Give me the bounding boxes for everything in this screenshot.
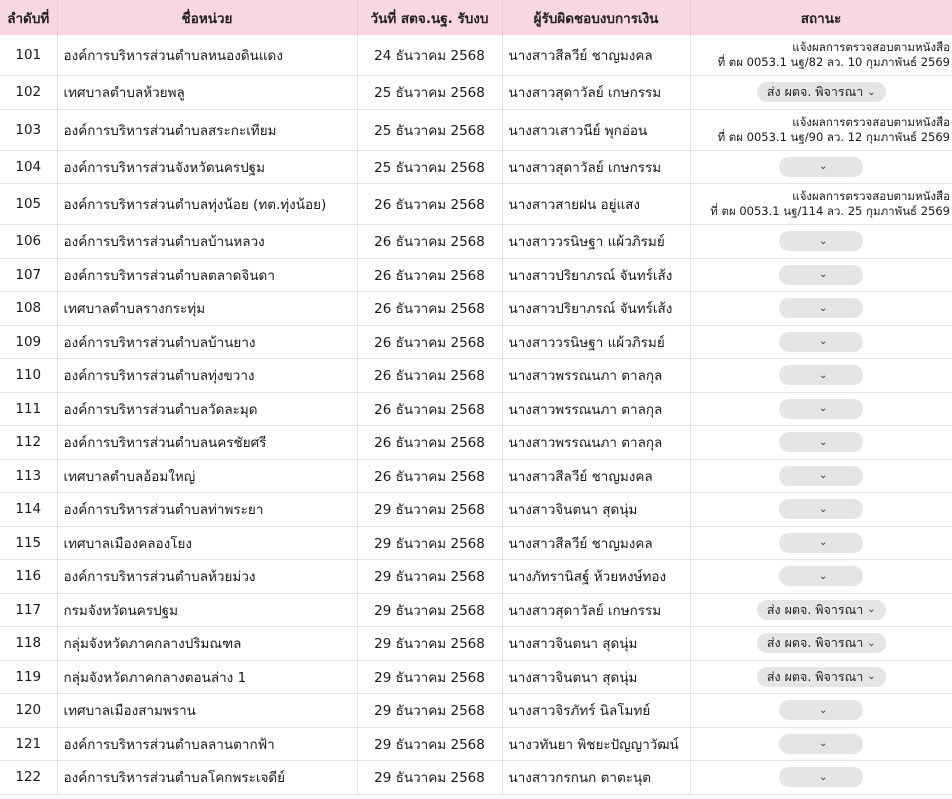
received-date: 29 ธันวาคม 2568	[357, 493, 502, 527]
chevron-down-icon: ⌄	[819, 738, 828, 750]
status-dropdown[interactable]	[779, 466, 863, 486]
status-dropdown-label: ส่ง ผตจ. พิจารณา	[766, 84, 864, 100]
status-dropdown[interactable]	[779, 157, 863, 177]
table-row	[0, 225, 952, 259]
status-dropdown[interactable]	[779, 399, 863, 419]
table-row	[0, 184, 952, 225]
received-date: 29 ธันวาคม 2568	[357, 560, 502, 594]
row-number: 110	[0, 359, 57, 393]
row-number: 118	[0, 627, 57, 661]
status-note	[691, 115, 952, 145]
status-dropdown[interactable]	[779, 432, 863, 452]
row-number: 111	[0, 392, 57, 426]
table-row	[0, 727, 952, 761]
unit-name: เทศบาลเมืองสามพราน	[57, 694, 357, 728]
row-number: 119	[0, 660, 57, 694]
row-number: 115	[0, 526, 57, 560]
row-number: 103	[0, 109, 57, 150]
chevron-down-icon: ⌄	[819, 436, 828, 448]
responsible-person: นางสาวกรกนก ตาตะนุต	[502, 761, 690, 795]
row-number: 101	[0, 35, 57, 76]
responsible-person: นางวทันยา พิชยะปัญญาวัฒน์	[502, 727, 690, 761]
status-note	[691, 40, 952, 70]
unit-name: องค์การบริหารส่วนตำบลลานตากฟ้า	[57, 727, 357, 761]
responsible-person: นางสาวจินตนา สุดนุ่ม	[502, 660, 690, 694]
received-date: 29 ธันวาคม 2568	[357, 660, 502, 694]
table-row	[0, 459, 952, 493]
received-date: 26 ธันวาคม 2568	[357, 292, 502, 326]
table-row	[0, 761, 952, 795]
table-row	[0, 593, 952, 627]
col-header-date: วันที่ สตจ.นฐ. รับงบ	[357, 0, 502, 35]
table-row	[0, 694, 952, 728]
table-row	[0, 560, 952, 594]
table-row	[0, 150, 952, 184]
status-dropdown[interactable]	[779, 533, 863, 553]
status-cell	[690, 325, 952, 359]
status-cell	[690, 150, 952, 184]
received-date: 26 ธันวาคม 2568	[357, 392, 502, 426]
table-row	[0, 258, 952, 292]
responsible-person: นางสาวจินตนา สุดนุ่ม	[502, 493, 690, 527]
status-dropdown[interactable]	[757, 633, 886, 653]
status-cell	[690, 109, 952, 150]
status-cell	[690, 184, 952, 225]
responsible-person: นางสาวสายฝน อยู่แสง	[502, 184, 690, 225]
received-date: 26 ธันวาคม 2568	[357, 426, 502, 460]
row-number: 106	[0, 225, 57, 259]
table-row	[0, 325, 952, 359]
status-cell	[690, 694, 952, 728]
status-dropdown[interactable]	[757, 600, 886, 620]
chevron-down-icon: ⌄	[819, 403, 828, 415]
unit-name: เทศบาลตำบลห้วยพลู	[57, 76, 357, 110]
status-dropdown[interactable]	[779, 767, 863, 787]
status-cell	[690, 76, 952, 110]
status-dropdown-label: ส่ง ผตจ. พิจารณา	[766, 635, 864, 651]
status-dropdown[interactable]	[779, 298, 863, 318]
unit-name: กลุ่มจังหวัดภาคกลางตอนล่าง 1	[57, 660, 357, 694]
chevron-down-icon: ⌄	[819, 161, 828, 173]
chevron-down-icon: ⌄	[867, 671, 876, 683]
received-date: 29 ธันวาคม 2568	[357, 694, 502, 728]
received-date: 26 ธันวาคม 2568	[357, 459, 502, 493]
unit-name: องค์การบริหารส่วนตำบลบ้านยาง	[57, 325, 357, 359]
unit-name: องค์การบริหารส่วนตำบลทุ่งน้อย (ทต.ทุ่งน้อย)	[57, 184, 357, 225]
status-dropdown[interactable]	[779, 499, 863, 519]
received-date: 29 ธันวาคม 2568	[357, 761, 502, 795]
status-cell	[690, 660, 952, 694]
received-date: 26 ธันวาคม 2568	[357, 258, 502, 292]
status-cell	[690, 459, 952, 493]
chevron-down-icon: ⌄	[819, 503, 828, 515]
chevron-down-icon: ⌄	[867, 604, 876, 616]
status-dropdown[interactable]	[779, 265, 863, 285]
responsible-person: นางสาวสุดาวัลย์ เกษกรรม	[502, 76, 690, 110]
received-date: 26 ธันวาคม 2568	[357, 325, 502, 359]
status-note-line2: ที่ ตผ 0053.1 นฐ/114 ลว. 25 กุมภาพันธ์ 2569	[710, 204, 950, 218]
status-dropdown[interactable]	[779, 700, 863, 720]
chevron-down-icon: ⌄	[819, 470, 828, 482]
row-number: 107	[0, 258, 57, 292]
status-cell	[690, 526, 952, 560]
received-date: 25 ธันวาคม 2568	[357, 150, 502, 184]
row-number: 121	[0, 727, 57, 761]
status-dropdown[interactable]	[779, 332, 863, 352]
responsible-person: นางสาวสีลวีย์ ชาญมงคล	[502, 459, 690, 493]
unit-name: เทศบาลเมืองคลองโยง	[57, 526, 357, 560]
received-date: 24 ธันวาคม 2568	[357, 35, 502, 76]
table-row	[0, 292, 952, 326]
table-row	[0, 35, 952, 76]
status-cell	[690, 727, 952, 761]
col-header-status: สถานะ	[690, 0, 952, 35]
unit-name: องค์การบริหารส่วนตำบลห้วยม่วง	[57, 560, 357, 594]
status-dropdown[interactable]	[779, 566, 863, 586]
status-note-line1: แจ้งผลการตรวจสอบตามหนังสือ	[792, 40, 950, 54]
status-cell	[690, 593, 952, 627]
table-row	[0, 392, 952, 426]
status-dropdown[interactable]	[779, 734, 863, 754]
row-number: 122	[0, 761, 57, 795]
row-number: 104	[0, 150, 57, 184]
status-note-line2: ที่ ตผ 0053.1 นฐ/90 ลว. 12 กุมภาพันธ์ 2569	[717, 129, 950, 144]
chevron-down-icon: ⌄	[867, 86, 876, 98]
status-cell	[690, 359, 952, 393]
status-cell	[690, 627, 952, 661]
responsible-person: นางสาวสุดาวัลย์ เกษกรรม	[502, 150, 690, 184]
chevron-down-icon: ⌄	[819, 369, 828, 381]
chevron-down-icon: ⌄	[819, 771, 828, 783]
responsible-person: นางสาวสีลวีย์ ชาญมงคล	[502, 526, 690, 560]
chevron-down-icon: ⌄	[819, 302, 828, 314]
chevron-down-icon: ⌄	[819, 570, 828, 582]
status-dropdown[interactable]	[779, 365, 863, 385]
status-dropdown-label: ส่ง ผตจ. พิจารณา	[766, 601, 864, 617]
row-number: 120	[0, 694, 57, 728]
status-dropdown[interactable]	[757, 82, 886, 102]
responsible-person: นางสาวพรรณนภา ตาลกุล	[502, 392, 690, 426]
row-number: 113	[0, 459, 57, 493]
unit-name: เทศบาลตำบลรางกระทุ่ม	[57, 292, 357, 326]
responsible-person: นางสาวสุดาวัลย์ เกษกรรม	[502, 593, 690, 627]
status-cell	[690, 560, 952, 594]
received-date: 29 ธันวาคม 2568	[357, 727, 502, 761]
received-date: 29 ธันวาคม 2568	[357, 627, 502, 661]
row-number: 117	[0, 593, 57, 627]
table-row	[0, 627, 952, 661]
row-number: 116	[0, 560, 57, 594]
responsible-person: นางภัทรานิสฐ์ ห้วยหงษ์ทอง	[502, 560, 690, 594]
responsible-person: นางสาวเสาวนีย์ พุกอ่อน	[502, 109, 690, 150]
chevron-down-icon: ⌄	[819, 704, 828, 716]
responsible-person: นางสาวปริยาภรณ์ จันทร์เส้ง	[502, 258, 690, 292]
unit-name: องค์การบริหารส่วนตำบลตลาดจินดา	[57, 258, 357, 292]
received-date: 26 ธันวาคม 2568	[357, 359, 502, 393]
table-row	[0, 359, 952, 393]
table-row	[0, 493, 952, 527]
responsible-person: นางสาวจิรภัทร์ นิลโมทย์	[502, 694, 690, 728]
row-number: 102	[0, 76, 57, 110]
status-note	[691, 189, 952, 219]
status-note-line1: แจ้งผลการตรวจสอบตามหนังสือ	[792, 114, 950, 129]
status-cell	[690, 292, 952, 326]
responsible-person: นางสาววรนิษฐา แผ้วภิรมย์	[502, 225, 690, 259]
table-row	[0, 526, 952, 560]
unit-name: องค์การบริหารส่วนตำบลโคกพระเจดีย์	[57, 761, 357, 795]
received-date: 25 ธันวาคม 2568	[357, 76, 502, 110]
status-cell	[690, 35, 952, 76]
table-row	[0, 660, 952, 694]
status-cell	[690, 392, 952, 426]
unit-name: องค์การบริหารส่วนตำบลวัดละมุด	[57, 392, 357, 426]
row-number: 109	[0, 325, 57, 359]
received-date: 29 ธันวาคม 2568	[357, 526, 502, 560]
status-note-line2: ที่ ตผ 0053.1 นฐ/82 ลว. 10 กุมภาพันธ์ 2569	[717, 55, 950, 69]
unit-name: กลุ่มจังหวัดภาคกลางปริมณฑล	[57, 627, 357, 661]
unit-name: องค์การบริหารส่วนตำบลนครชัยศรี	[57, 426, 357, 460]
responsible-person: นางสาวจินตนา สุดนุ่ม	[502, 627, 690, 661]
received-date: 25 ธันวาคม 2568	[357, 109, 502, 150]
status-cell	[690, 493, 952, 527]
unit-name: กรมจังหวัดนครปฐม	[57, 593, 357, 627]
responsible-person: นางสาววรนิษฐา แผ้วภิรมย์	[502, 325, 690, 359]
received-date: 26 ธันวาคม 2568	[357, 184, 502, 225]
row-number: 114	[0, 493, 57, 527]
unit-name: เทศบาลตำบลอ้อมใหญ่	[57, 459, 357, 493]
unit-name: องค์การบริหารส่วนตำบลท่าพระยา	[57, 493, 357, 527]
received-date: 29 ธันวาคม 2568	[357, 593, 502, 627]
status-cell	[690, 761, 952, 795]
table-body	[0, 35, 952, 794]
row-number: 108	[0, 292, 57, 326]
unit-name: องค์การบริหารส่วนตำบลสระกะเทียม	[57, 109, 357, 150]
unit-name: องค์การบริหารส่วนตำบลทุ่งขวาง	[57, 359, 357, 393]
status-cell	[690, 258, 952, 292]
table-row	[0, 426, 952, 460]
responsible-person: นางสาวพรรณนภา ตาลกุล	[502, 359, 690, 393]
status-note-line1: แจ้งผลการตรวจสอบตามหนังสือ	[792, 189, 950, 203]
status-dropdown[interactable]	[779, 231, 863, 251]
chevron-down-icon: ⌄	[819, 235, 828, 247]
col-header-responsible: ผู้รับผิดชอบงบการเงิน	[502, 0, 690, 35]
col-header-no: ลำดับที่	[0, 0, 57, 35]
table-row	[0, 76, 952, 110]
unit-name: องค์การบริหารส่วนตำบลบ้านหลวง	[57, 225, 357, 259]
row-number: 112	[0, 426, 57, 460]
responsible-person: นางสาวปริยาภรณ์ จันทร์เส้ง	[502, 292, 690, 326]
chevron-down-icon: ⌄	[819, 537, 828, 549]
table-row	[0, 109, 952, 150]
header-row	[0, 0, 952, 35]
status-cell	[690, 225, 952, 259]
responsible-person: นางสาวพรรณนภา ตาลกุล	[502, 426, 690, 460]
chevron-down-icon: ⌄	[867, 637, 876, 649]
received-date: 26 ธันวาคม 2568	[357, 225, 502, 259]
col-header-name: ชื่อหน่วย	[57, 0, 357, 35]
row-number: 105	[0, 184, 57, 225]
status-dropdown[interactable]	[757, 667, 886, 687]
unit-name: องค์การบริหารส่วนตำบลหนองดินแดง	[57, 35, 357, 76]
responsible-person: นางสาวสีลวีย์ ชาญมงคล	[502, 35, 690, 76]
chevron-down-icon: ⌄	[819, 269, 828, 281]
status-dropdown-label: ส่ง ผตจ. พิจารณา	[766, 668, 864, 684]
chevron-down-icon: ⌄	[819, 336, 828, 348]
status-cell	[690, 426, 952, 460]
unit-name: องค์การบริหารส่วนจังหวัดนครปฐม	[57, 150, 357, 184]
